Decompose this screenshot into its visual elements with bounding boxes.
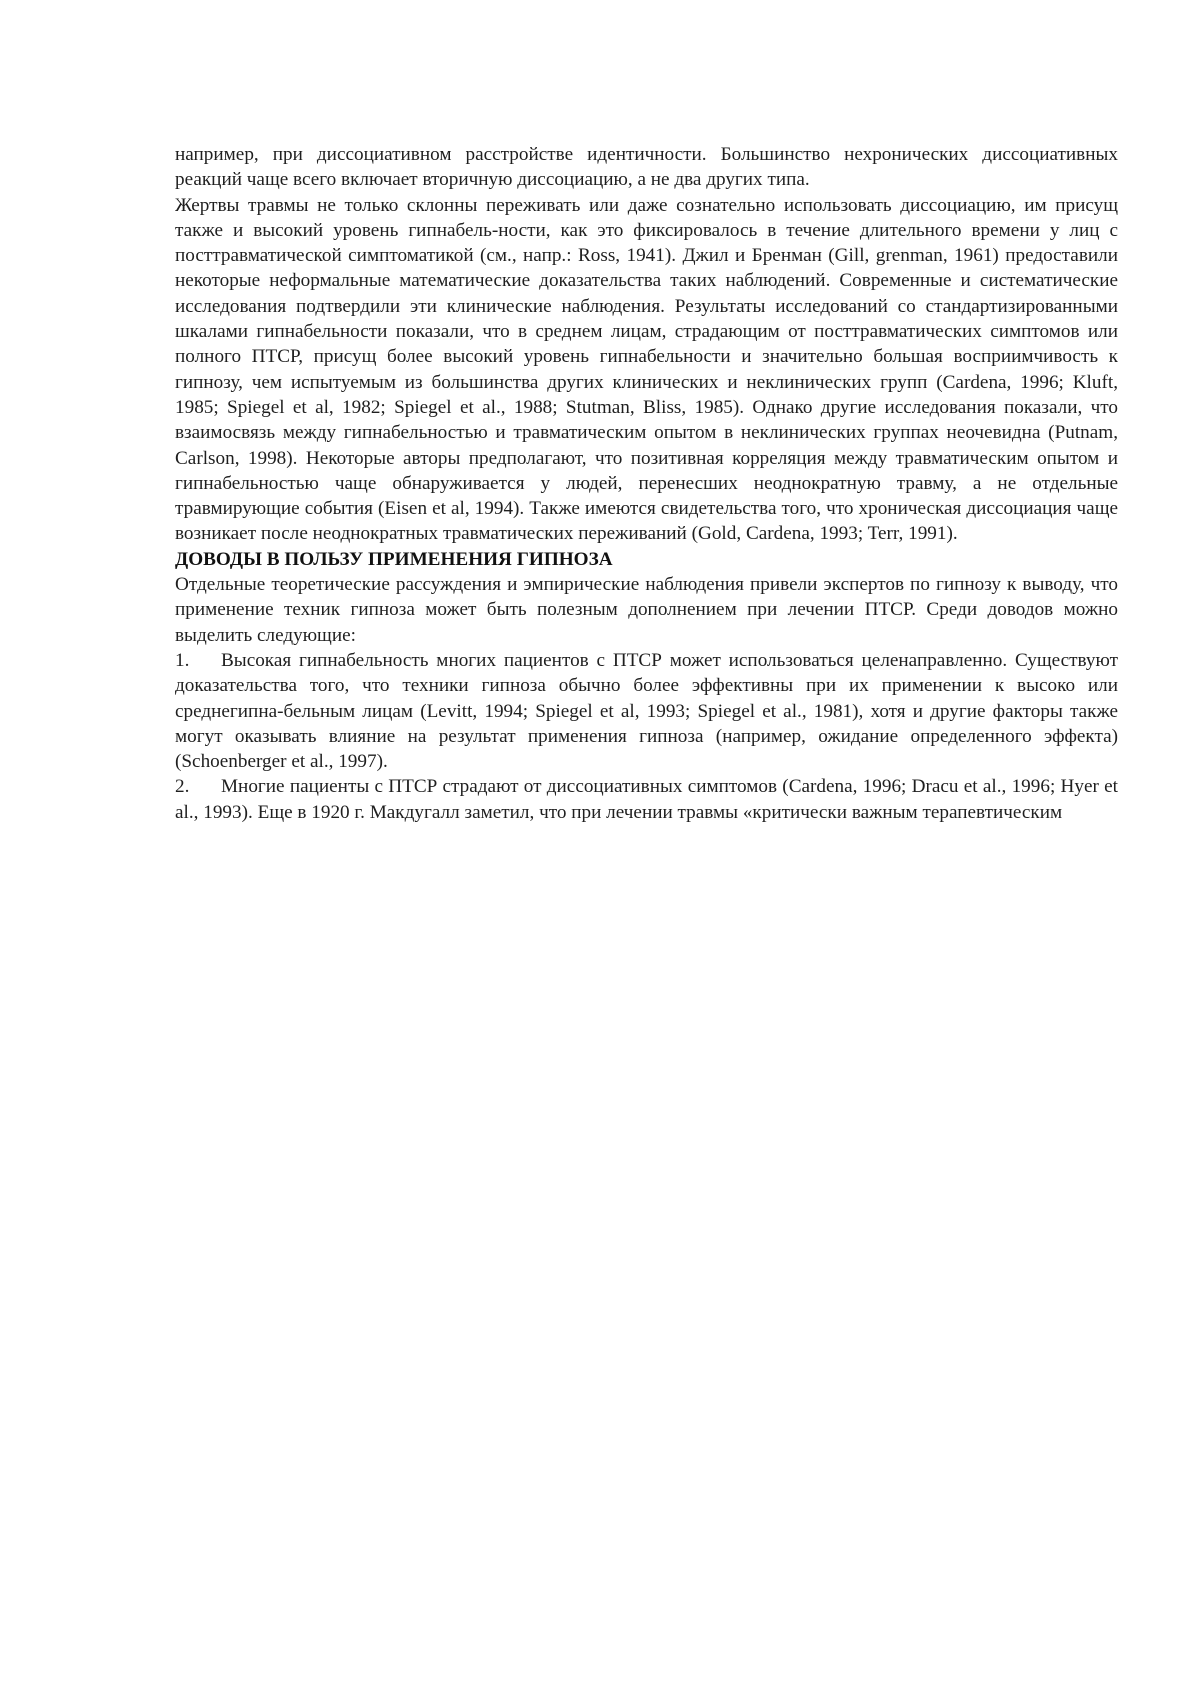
- list-item-text: Высокая гипнабельность многих пациентов с ПТСР может использоваться целенаправленно. Существуют доказательства того, что техники гипноза обычно более эффективны при их применении к высоко или среднегипна-бельным лицам (Levitt, 1994; Spiegel et al, 1993; Spiegel et al., 1981), хотя и другие факторы также могут оказывать влияние на результат применения гипноза (например, ожидание определенного эффекта) (Schoenberger et al., 1997).: [175, 649, 1118, 773]
- list-item: [175, 648, 1118, 774]
- paragraph-arguments-intro: Отдельные теоретические рассуждения и эмпирические наблюдения привели экспертов по гипнозу к выводу, что применение техник гипноза может быть полезным дополнением при лечении ПТСР. Среди доводов можно выделить следующие:: [175, 574, 1118, 646]
- list-item: [175, 774, 1118, 825]
- paragraph-dissociation-types: например, при диссоциативном расстройстве идентичности. Большинство нехронических диссоциативных реакций чаще всего включает вторичную диссоциацию, а не два других типа.: [175, 144, 1118, 191]
- list-item-text: Многие пациенты с ПТСР страдают от диссоциативных симптомов (Cardena, 1996; Dracu et al., 1996; Hyer et al., 1993). Еще в 1920 г. Макдугалл заметил, что при лечении травмы «критически важным терапевтическим: [175, 776, 1118, 823]
- list-item-number: 1.: [175, 649, 190, 671]
- section-heading: ДОВОДЫ В ПОЛЬЗУ ПРИМЕНЕНИЯ ГИПНОЗА: [175, 548, 613, 570]
- document-page: [175, 142, 1118, 825]
- paragraph-hypnotizability: Жертвы травмы не только склонны переживать или даже сознательно использовать диссоциацию, им присущ также и высокий уровень гипнабель-ности, как это фиксировалось в течение длительного времени у лиц с посттравматической симптоматикой (см., напр.: Ross, 1941). Джил и Бренман (Gill, grenman, 1961) предоставили некоторые неформальные математические доказательства таких наблюдений. Современные и систематические исследования подтвердили эти клинические наблюдения. Результаты исследований со стандартизированными шкалами гипнабельности показали, что в среднем лицам, страдающим от посттравматических симптомов или полного ПТСР, присущ более высокий уровень гипнабельности и значительно большая восприимчивость к гипнозу, чем испытуемым из большинства других клинических и неклинических групп (Cardena, 1996; Kluft, 1985; Spiegel et al, 1982; Spiegel et al., 1988; Stutman, Bliss, 1985). Однако другие исследования показали, что взаимосвязь между гипнабельностью и травматическим опытом в неклинических группах неочевидна (Putnam, Carlson, 1998). Некоторые авторы предполагают, что позитивная корреляция между травматическим опытом и гипнабельностью чаще обнаруживается у людей, перенесших неоднократную травму, а не отдельные травмирующие события (Eisen et al, 1994). Также имеются свидетельства того, что хроническая диссоциация чаще возникает после неоднократных травматических переживаний (Gold, Cardena, 1993; Terr, 1991).: [175, 194, 1118, 545]
- list-item-number: 2.: [175, 776, 190, 798]
